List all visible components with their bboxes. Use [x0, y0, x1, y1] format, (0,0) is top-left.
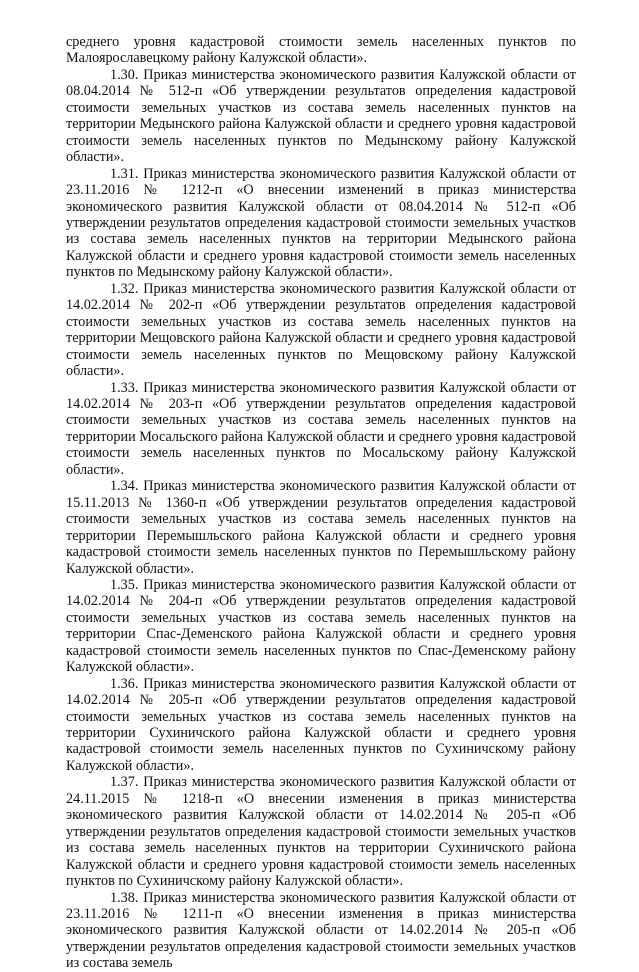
- paragraph-item-1-38: 1.38. Приказ министерства экономического развития Калужской области от 23.11.2016 № 1211-п «О внесении изменения в приказ министерства экономического развития Калужской области от 14.02.2014 № 205-п «Об утверждении результатов определения кадастровой стоимости земельных участков из состава земель: [66, 889, 576, 972]
- paragraph-item-1-34: 1.34. Приказ министерства экономического развития Калужской области от 15.11.2013 № 1360-п «Об утверждении результатов определения кадастровой стоимости земельных участков из состава земель населенных пунктов на территории Перемышльского района Калужской области и среднего уровня кадастровой стоимости земель населенных пунктов по Перемышльскому району Калужской области».: [66, 478, 576, 577]
- paragraph-item-1-32: 1.32. Приказ министерства экономического развития Калужской области от 14.02.2014 № 202-п «Об утверждении результатов определения кадастровой стоимости земельных участков из состава земель населенных пунктов на территории Мещовского района Калужской области и среднего уровня кадастровой стоимости земель населенных пунктов по Мещовскому району Калужской области».: [66, 280, 576, 380]
- paragraph-item-1-33: 1.33. Приказ министерства экономического развития Калужской области от 14.02.2014 № 203-п «Об утверждении результатов определения кадастровой стоимости земельных участков из состава земель населенных пунктов на территории Мосальского района Калужской области и среднего уровня кадастровой стоимости земель населенных пунктов по Мосальскому району Калужской области».: [66, 379, 576, 478]
- paragraph-item-1-36: 1.36. Приказ министерства экономического развития Калужской области от 14.02.2014 № 205-п «Об утверждении результатов определения кадастровой стоимости земельных участков из состава земель населенных пунктов на территории Сухиничского района Калужской области и среднего уровня кадастровой стоимости земель населенных пунктов по Сухиничскому району Калужской области».: [66, 675, 576, 774]
- paragraph-item-1-37: 1.37. Приказ министерства экономического развития Калужской области от 24.11.2015 № 1218-п «О внесении изменения в приказ министерства экономического развития Калужской области от 14.02.2014 № 205-п «Об утверждении результатов определения кадастровой стоимости земельных участков из состава земель населенных пунктов на территории Сухиничского района Калужской области и среднего уровня кадастровой стоимости земель населенных пунктов по Сухиничскому району Калужской области».: [66, 774, 576, 890]
- paragraph-item-1-30: 1.30. Приказ министерства экономического развития Калужской области от 08.04.2014 № 512-п «Об утверждении результатов определения кадастровой стоимости земельных участков из состава земель населенных пунктов на территории Медынского района Калужской области и среднего уровня кадастровой стоимости земель населенных пунктов по Медынскому району Калужской области».: [66, 66, 576, 166]
- document-page: [66, 34, 576, 972]
- paragraph-item-1-31: 1.31. Приказ министерства экономического развития Калужской области от 23.11.2016 № 1212-п «О внесении изменений в приказ министерства экономического развития Калужской области от 08.04.2014 № 512-п «Об утверждении результатов определения кадастровой стоимости земельных участков из состава земель населенных пунктов на территории Медынского района Калужской области и среднего уровня кадастровой стоимости земель населенных пунктов по Медынскому району Калужской области».: [66, 165, 576, 281]
- paragraph-continuation: среднего уровня кадастровой стоимости земель населенных пунктов по Малоярославецкому району Калужской области».: [66, 34, 576, 67]
- paragraph-item-1-35: 1.35. Приказ министерства экономического развития Калужской области от 14.02.2014 № 204-п «Об утверждении результатов определения кадастровой стоимости земельных участков из состава земель населенных пунктов на территории Спас-Деменского района Калужской области и среднего уровня кадастровой стоимости земель населенных пунктов по Спас-Деменскому району Калужской области».: [66, 576, 576, 676]
